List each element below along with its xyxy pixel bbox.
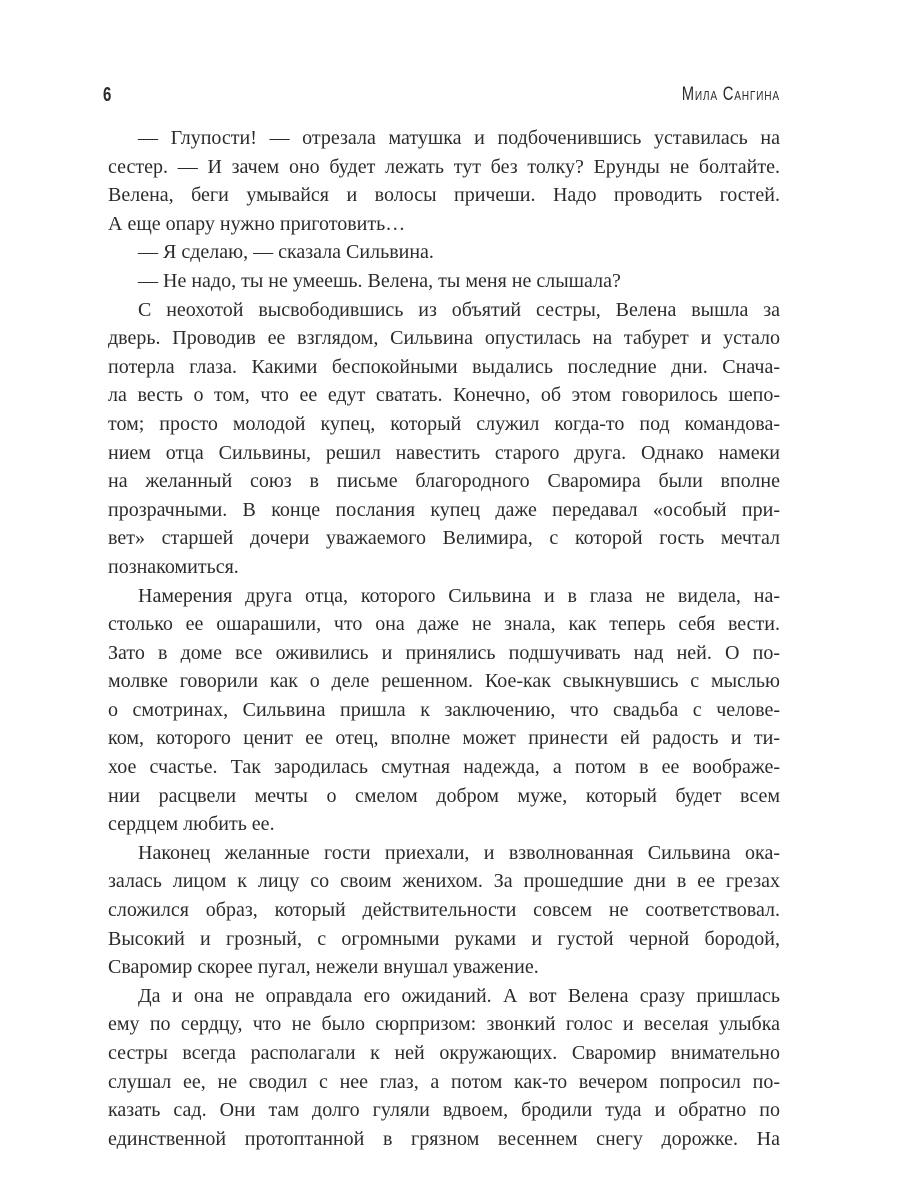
text-line: молвке говорили как о деле решенном. Кое-как свыкнувшись с мыслью	[108, 670, 780, 693]
text-line: том; просто молодой купец, который служил когда-то под командова-	[108, 412, 780, 435]
text-line: — Глупости! — отрезала матушка и подбоченившись уставилась на	[138, 127, 780, 149]
text-line: ком, которого ценит ее отец, вполне может принести ей радость и ти-	[108, 727, 780, 750]
text-line: вет» старшей дочери уважаемого Велимира, с которой гость мечтал	[108, 527, 780, 550]
text-line: — Не надо, ты не умеешь. Велена, ты меня не слышала?	[138, 269, 621, 292]
text-line: на желанный союз в письме благородного Сваромира были вполне	[108, 470, 780, 493]
page-number: 6	[103, 84, 112, 106]
text-line: слушал ее, не сводил с нее глаз, а потом как-то вечером попросил по-	[108, 1070, 780, 1093]
text-line: Зато в доме все оживились и принялись подшучивать над ней. О по-	[108, 641, 780, 664]
text-line: сестры всегда располагали к ней окружающих. Сваромир внимательно	[108, 1042, 780, 1064]
text-line: о смотринах, Сильвина пришла к заключению, что свадьба с челове-	[108, 698, 780, 721]
text-line: Наконец желанные гости приехали, и взволнованная Сильвина ока-	[138, 841, 780, 864]
text-line: — Я сделаю, — сказала Сильвина.	[138, 241, 434, 264]
running-head-author: Мила Сангина	[681, 84, 780, 105]
text-line: хое счастье. Так зародилась смутная надежда, а потом в ее воображе-	[108, 756, 780, 779]
text-line: ла весть о том, что ее едут сватать. Конечно, об этом говорилось шепо-	[108, 384, 780, 407]
text-line: казать сад. Они там долго гуляли вдвоем, бродили туда и обратно по	[108, 1099, 780, 1122]
text-line: единственной протоптанной в грязном весеннем снегу дорожке. На	[108, 1127, 780, 1150]
text-line: Высокий и грозный, с огромными руками и густой черной бородой,	[108, 927, 780, 950]
text-line: сердцем любить ее.	[108, 813, 275, 836]
text-line: А еще опару нужно приготовить…	[108, 212, 406, 235]
text-line: столько ее ошарашили, что она даже не знала, как теперь себя вести.	[108, 613, 780, 636]
text-line: сестер. — И зачем оно будет лежать тут без толку? Ерунды не болтайте.	[108, 155, 780, 178]
text-line: нием отца Сильвины, решил навестить старого друга. Однако намеки	[108, 441, 780, 464]
text-line: С неохотой высвободившись из объятий сестры, Велена вышла за	[138, 298, 780, 321]
text-line: познакомиться.	[108, 555, 239, 578]
text-line: нии расцвели мечты о смелом добром муже, который будет всем	[108, 784, 780, 807]
text-line: залась лицом к лицу со своим женихом. За прошедшие дни в ее грезах	[108, 870, 780, 893]
text-line: Сваромир скорее пугал, нежели внушал уважение.	[108, 956, 539, 979]
text-line: ему по сердцу, что не было сюрпризом: звонкий голос и веселая улыбка	[108, 1013, 780, 1036]
text-line: прозрачными. В конце послания купец даже передавал «особый при-	[108, 498, 780, 521]
text-line: Велена, беги умывайся и волосы причеши. Надо проводить гостей.	[108, 184, 780, 207]
text-line: дверь. Проводив ее взглядом, Сильвина опустилась на табурет и устало	[108, 327, 780, 350]
body-text	[108, 124, 780, 1153]
text-line: потерла глаза. Какими беспокойными выдались последние дни. Снача-	[108, 355, 780, 378]
text-line: Да и она не оправдала его ожиданий. А вот Велена сразу пришлась	[138, 984, 780, 1007]
text-line: сложился образ, который действительности совсем не соответствовал.	[108, 899, 780, 922]
text-line: Намерения друга отца, которого Сильвина и в глаза не видела, на-	[138, 584, 780, 607]
